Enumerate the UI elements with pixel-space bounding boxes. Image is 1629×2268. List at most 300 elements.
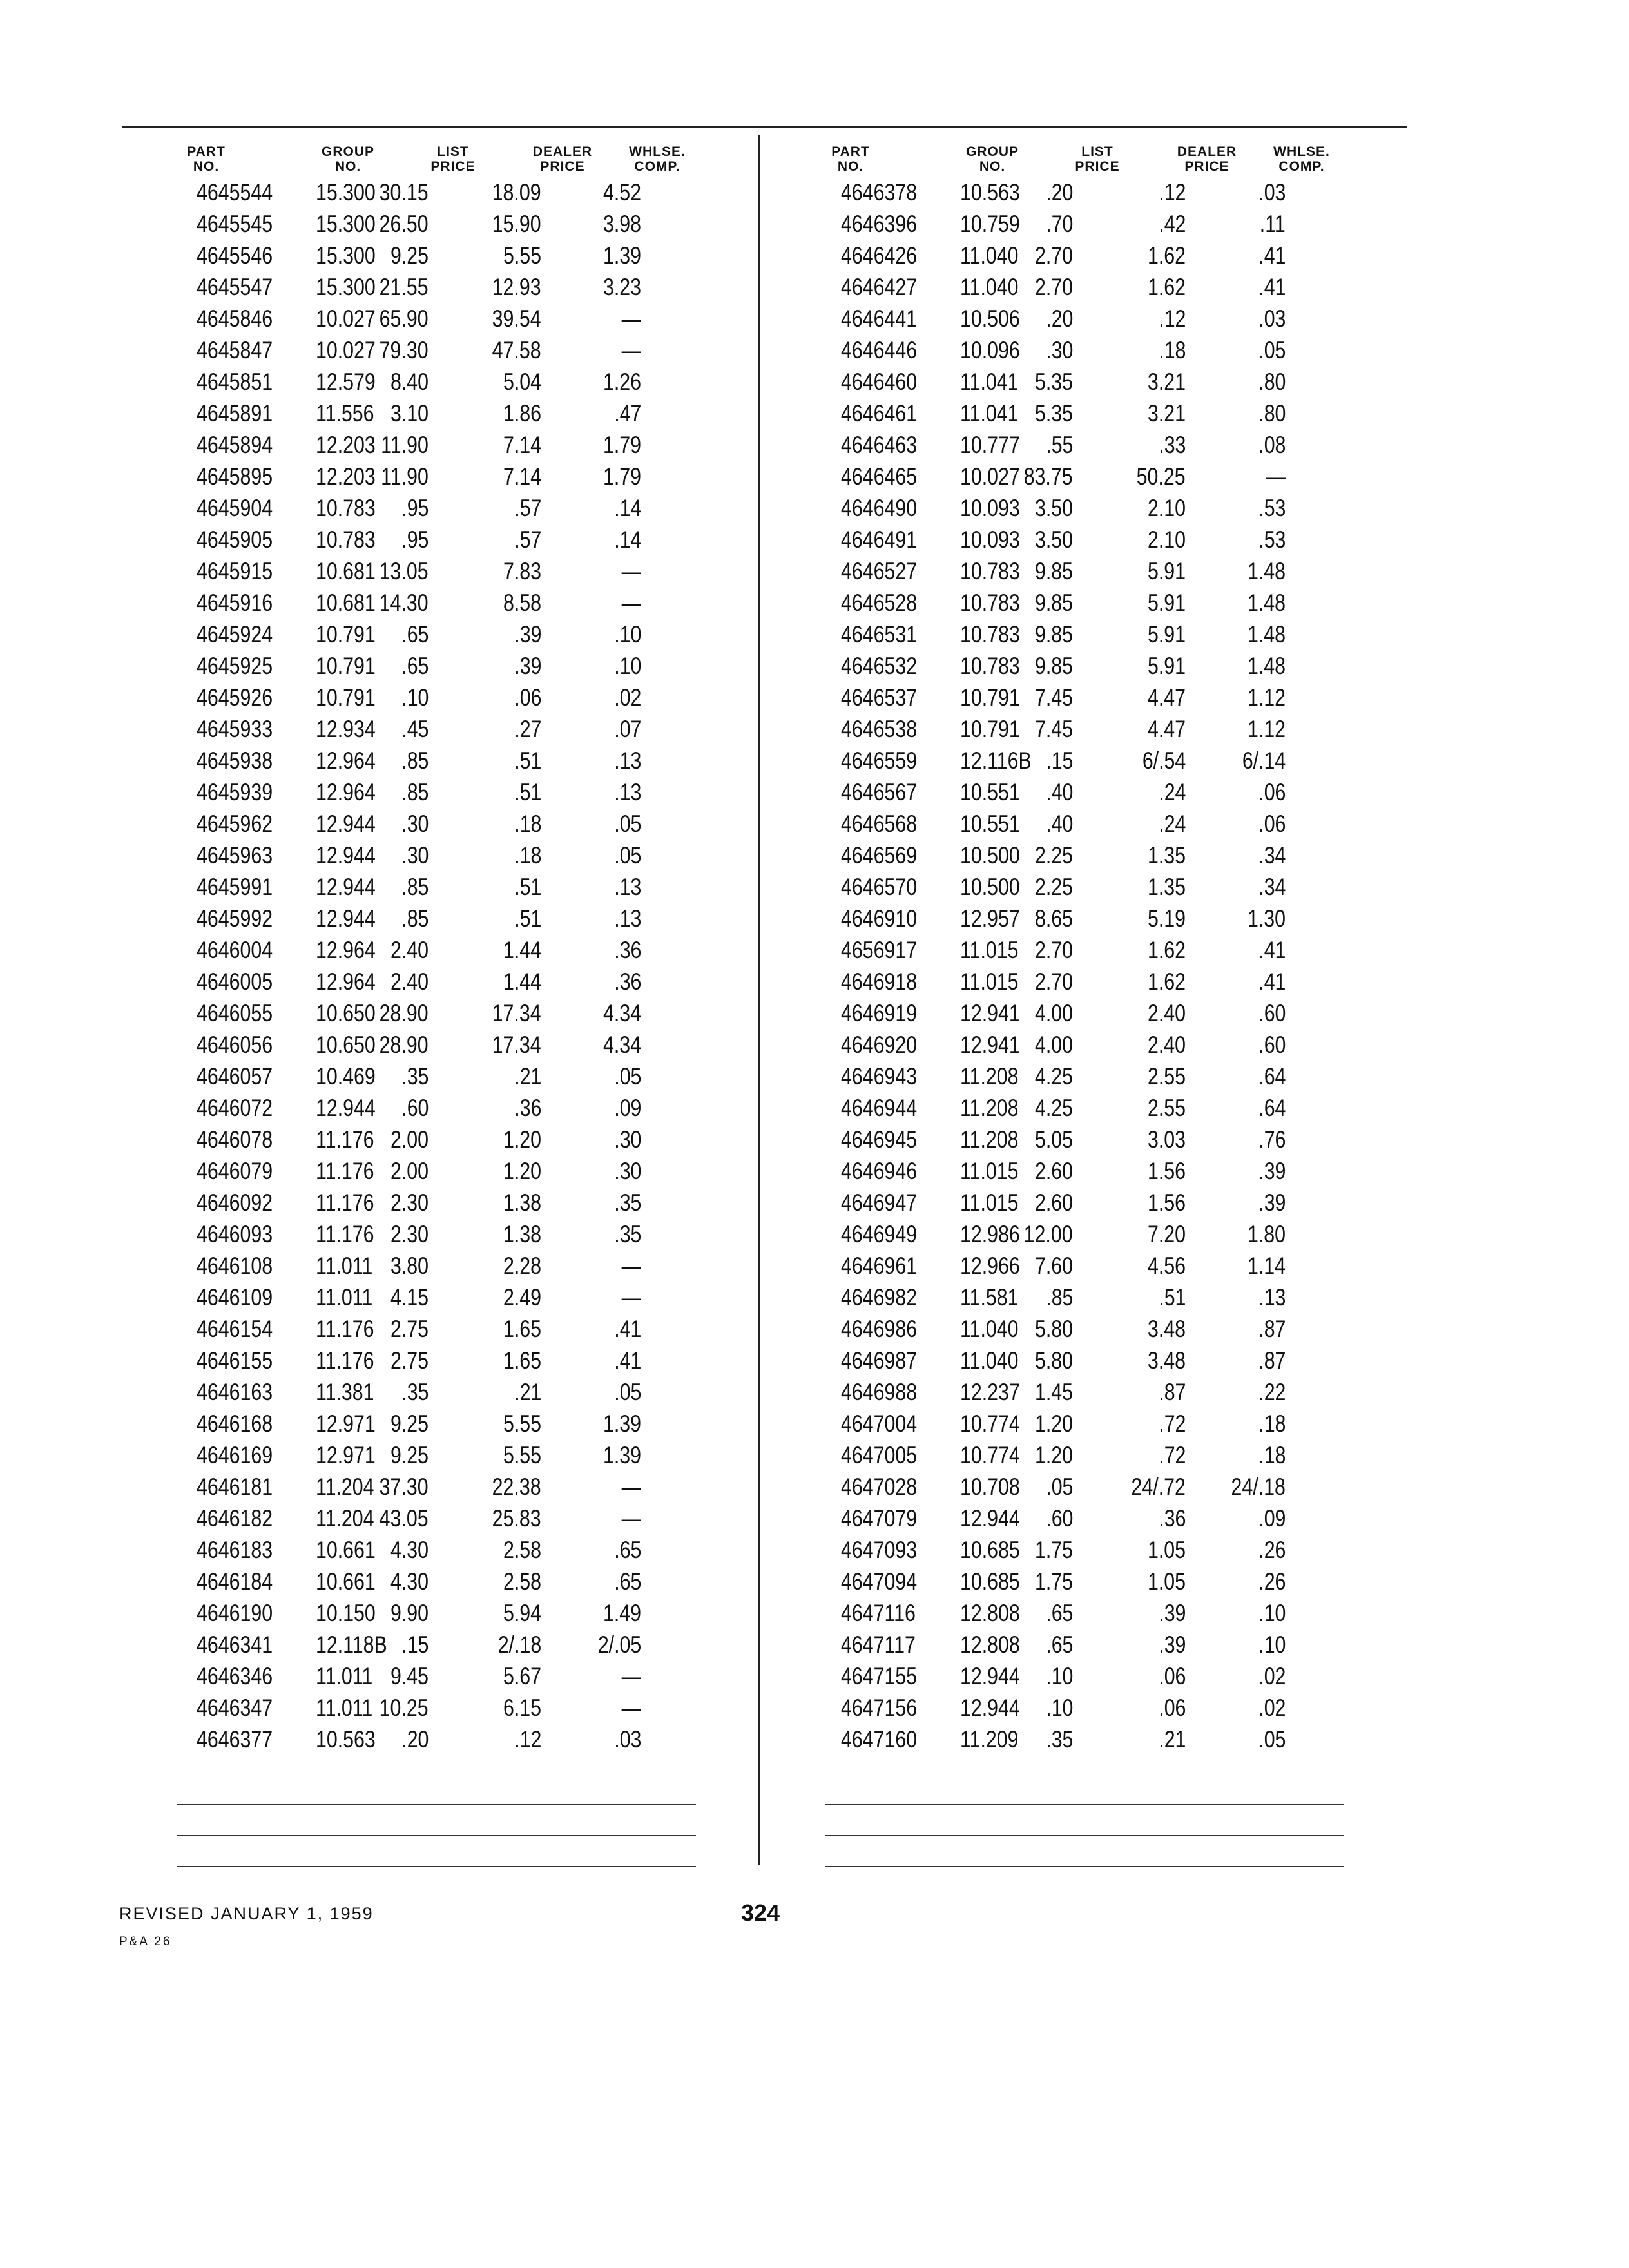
- group-number: 12.971: [316, 1410, 376, 1437]
- group-number: 12.944: [316, 1095, 376, 1121]
- table-row: [825, 177, 1379, 208]
- group-number: 10.563: [316, 1726, 376, 1753]
- group-number: 12.579: [316, 369, 376, 395]
- dealer-price: 1.62: [1147, 242, 1186, 269]
- part-number: 4646491: [841, 526, 918, 553]
- dealer-price: 12.93: [492, 274, 541, 300]
- part-number: 4646055: [197, 1000, 273, 1026]
- list-price: .05: [1045, 1474, 1073, 1500]
- table-row: [180, 524, 735, 555]
- dealer-price: 3.03: [1147, 1126, 1186, 1153]
- group-number: 11.015: [960, 937, 1019, 963]
- table-row: [825, 1218, 1379, 1250]
- part-number: 4656917: [841, 937, 918, 963]
- group-number: 11.176: [316, 1158, 374, 1184]
- table-row: [180, 1439, 735, 1471]
- dealer-price: .21: [1158, 1726, 1186, 1753]
- dealer-price: 3.21: [1147, 369, 1186, 395]
- list-price: 9.25: [390, 242, 429, 269]
- form-code: P&A 26: [119, 1935, 172, 1948]
- table-row: [825, 429, 1379, 461]
- dealer-price: 1.38: [503, 1221, 541, 1247]
- table-row: [180, 871, 735, 903]
- group-number: 10.093: [960, 526, 1020, 553]
- header-dealer-price: DEALER PRICE: [532, 144, 593, 174]
- group-number: 10.791: [316, 653, 376, 679]
- group-number: 11.011: [316, 1284, 373, 1311]
- group-number: 10.500: [960, 874, 1020, 900]
- table-row: [180, 1155, 735, 1187]
- table-row: [180, 1187, 735, 1218]
- whlse-comp: 1.39: [602, 1442, 641, 1468]
- table-row: [825, 1660, 1379, 1692]
- table-row: [825, 1250, 1379, 1282]
- part-number: 4645991: [197, 874, 273, 900]
- table-row: [825, 1187, 1379, 1218]
- part-number: 4646570: [841, 874, 918, 900]
- dealer-price: 5.91: [1147, 558, 1186, 584]
- list-price: .60: [1045, 1505, 1073, 1532]
- whlse-comp: 2/.05: [597, 1631, 641, 1658]
- group-number: 10.500: [960, 842, 1020, 869]
- table-row: [180, 1029, 735, 1061]
- table-row: [180, 682, 735, 713]
- group-number: 11.041: [960, 400, 1019, 427]
- table-row: [825, 1376, 1379, 1408]
- list-price: 2.75: [390, 1347, 429, 1374]
- group-number: 10.661: [316, 1537, 376, 1563]
- table-row: [825, 682, 1379, 713]
- part-number: 4645963: [197, 842, 273, 869]
- dealer-price: .57: [514, 526, 541, 553]
- part-number: 4646460: [841, 369, 918, 395]
- table-row: [180, 1566, 735, 1597]
- table-row: [825, 1439, 1379, 1471]
- group-number: 10.685: [960, 1568, 1020, 1595]
- group-number: 10.093: [960, 495, 1020, 521]
- list-price: 28.90: [380, 1000, 429, 1026]
- group-number: 12.966: [960, 1253, 1020, 1279]
- blank-line: [825, 1866, 1344, 1867]
- whlse-comp: 4.34: [602, 1032, 641, 1058]
- header-part-no: PART NO.: [831, 144, 870, 174]
- table-row: [825, 745, 1379, 776]
- list-price: 2.00: [390, 1126, 429, 1153]
- list-price: 9.85: [1034, 621, 1073, 648]
- group-number: 11.176: [316, 1189, 374, 1216]
- group-number: 10.708: [960, 1474, 1020, 1500]
- table-row: [180, 1503, 735, 1534]
- part-number: 4646072: [197, 1095, 273, 1121]
- dealer-price: 5.04: [503, 369, 541, 395]
- table-row: [180, 1124, 735, 1155]
- dealer-price: 1.20: [503, 1126, 541, 1153]
- table-row: [825, 1534, 1379, 1566]
- list-price: 9.45: [390, 1663, 429, 1689]
- group-number: 11.040: [960, 1316, 1019, 1342]
- table-row: [825, 334, 1379, 366]
- list-price: 26.50: [380, 211, 429, 237]
- list-price: 1.20: [1034, 1410, 1073, 1437]
- dealer-price: .51: [514, 905, 541, 932]
- part-number: 4646346: [197, 1663, 273, 1689]
- whlse-comp: —: [621, 337, 641, 363]
- list-price: .20: [1045, 305, 1073, 332]
- list-price: 13.05: [380, 558, 429, 584]
- table-row: [180, 997, 735, 1029]
- dealer-price: 5.91: [1147, 621, 1186, 648]
- part-number: 4646004: [197, 937, 273, 963]
- part-number: 4646092: [197, 1189, 273, 1216]
- whlse-comp: 1.48: [1247, 621, 1286, 648]
- part-number: 4646537: [841, 684, 918, 711]
- part-number: 4646163: [197, 1379, 273, 1405]
- dealer-price: .72: [1158, 1410, 1186, 1437]
- group-number: 11.011: [316, 1663, 373, 1689]
- group-number: 11.209: [960, 1726, 1019, 1753]
- dealer-price: .24: [1158, 811, 1186, 837]
- part-number: 4647117: [841, 1631, 916, 1658]
- list-price: .30: [401, 842, 429, 869]
- whlse-comp: —: [621, 1505, 641, 1532]
- whlse-comp: 1.12: [1247, 684, 1286, 711]
- whlse-comp: .14: [613, 526, 641, 553]
- dealer-price: .51: [514, 747, 541, 774]
- dealer-price: .39: [1158, 1631, 1186, 1658]
- list-price: 83.75: [1024, 463, 1073, 490]
- part-number: 4645846: [197, 305, 273, 332]
- group-number: 12.986: [960, 1221, 1020, 1247]
- dealer-price: .12: [1158, 179, 1186, 206]
- blank-line: [177, 1835, 696, 1836]
- top-rule: [122, 126, 1407, 128]
- whlse-comp: .18: [1258, 1442, 1286, 1468]
- list-price: 2.60: [1034, 1158, 1073, 1184]
- dealer-price: 6/.54: [1142, 747, 1186, 774]
- list-price: 4.25: [1034, 1095, 1073, 1121]
- table-row: [825, 1061, 1379, 1092]
- table-row: [180, 619, 735, 650]
- group-number: 10.791: [316, 684, 376, 711]
- dealer-price: 5.55: [503, 242, 541, 269]
- list-price: 3.80: [390, 1253, 429, 1279]
- part-number: 4646532: [841, 653, 918, 679]
- part-number: 4646181: [197, 1474, 273, 1500]
- list-price: .70: [1045, 211, 1073, 237]
- part-number: 4646056: [197, 1032, 273, 1058]
- table-row: [825, 366, 1379, 398]
- table-row: [825, 1692, 1379, 1724]
- group-number: 10.661: [316, 1568, 376, 1595]
- group-number: 11.204: [316, 1505, 374, 1532]
- group-number: 10.650: [316, 1000, 376, 1026]
- table-row: [825, 1503, 1379, 1534]
- dealer-price: .21: [514, 1063, 541, 1090]
- dealer-price: 24/.72: [1131, 1474, 1186, 1500]
- list-price: 7.45: [1034, 716, 1073, 742]
- part-number: 4647005: [841, 1442, 918, 1468]
- part-number: 4645891: [197, 400, 273, 427]
- table-row: [825, 650, 1379, 682]
- whlse-comp: 24/.18: [1231, 1474, 1286, 1500]
- list-price: 3.10: [390, 400, 429, 427]
- dealer-price: 1.62: [1147, 968, 1186, 995]
- dealer-price: 8.58: [503, 590, 541, 616]
- dealer-price: 5.91: [1147, 590, 1186, 616]
- whlse-comp: .60: [1258, 1032, 1286, 1058]
- group-number: 11.208: [960, 1063, 1019, 1090]
- dealer-price: .42: [1158, 211, 1186, 237]
- dealer-price: 6.15: [503, 1695, 541, 1721]
- table-row: [825, 524, 1379, 555]
- dealer-price: 1.35: [1147, 842, 1186, 869]
- whlse-comp: —: [1266, 463, 1286, 490]
- part-number: 4647156: [841, 1695, 918, 1721]
- whlse-comp: .13: [1258, 1284, 1286, 1311]
- list-price: 2.75: [390, 1316, 429, 1342]
- dealer-price: .12: [1158, 305, 1186, 332]
- dealer-price: 7.20: [1147, 1221, 1186, 1247]
- group-number: 12.941: [960, 1032, 1020, 1058]
- whlse-comp: .05: [613, 1379, 641, 1405]
- whlse-comp: .35: [613, 1221, 641, 1247]
- whlse-comp: .13: [613, 747, 641, 774]
- dealer-price: 17.34: [492, 1032, 541, 1058]
- whlse-comp: .10: [1258, 1600, 1286, 1626]
- dealer-price: .51: [514, 779, 541, 805]
- part-number: 4647094: [841, 1568, 918, 1595]
- part-number: 4646945: [841, 1126, 918, 1153]
- dealer-price: .27: [514, 716, 541, 742]
- table-row: [180, 1092, 735, 1124]
- dealer-price: 1.35: [1147, 874, 1186, 900]
- dealer-price: 1.05: [1147, 1568, 1186, 1595]
- table-row: [180, 1345, 735, 1376]
- list-price: 7.60: [1034, 1253, 1073, 1279]
- group-number: 12.964: [316, 937, 376, 963]
- part-number: 4645992: [197, 905, 273, 932]
- part-number: 4646109: [197, 1284, 273, 1311]
- page-number: 324: [741, 1899, 780, 1926]
- table-row: [180, 398, 735, 429]
- list-price: 7.45: [1034, 684, 1073, 711]
- group-number: 11.176: [316, 1316, 374, 1342]
- list-price: 1.75: [1034, 1568, 1073, 1595]
- part-number: 4646446: [841, 337, 918, 363]
- whlse-comp: .10: [613, 621, 641, 648]
- table-row: [180, 208, 735, 240]
- group-number: 10.774: [960, 1442, 1020, 1468]
- whlse-comp: .76: [1258, 1126, 1286, 1153]
- list-price: .65: [401, 653, 429, 679]
- table-row: [180, 1282, 735, 1313]
- whlse-comp: .80: [1258, 369, 1286, 395]
- whlse-comp: .05: [1258, 1726, 1286, 1753]
- list-price: .65: [1045, 1600, 1073, 1626]
- list-price: .65: [1045, 1631, 1073, 1658]
- whlse-comp: —: [621, 1253, 641, 1279]
- group-number: 12.944: [316, 905, 376, 932]
- dealer-price: .39: [1158, 1600, 1186, 1626]
- part-number: 4646190: [197, 1600, 273, 1626]
- whlse-comp: .03: [613, 1726, 641, 1753]
- group-number: 12.203: [316, 432, 376, 458]
- list-price: 8.65: [1034, 905, 1073, 932]
- list-price: 10.25: [380, 1695, 429, 1721]
- part-number: 4646918: [841, 968, 918, 995]
- dealer-price: .39: [514, 653, 541, 679]
- dealer-price: 1.86: [503, 400, 541, 427]
- list-price: .15: [1045, 747, 1073, 774]
- dealer-price: 5.55: [503, 1442, 541, 1468]
- table-row: [825, 776, 1379, 808]
- whlse-comp: .41: [1258, 242, 1286, 269]
- whlse-comp: 3.23: [602, 274, 641, 300]
- center-divider: [758, 135, 760, 1865]
- list-price: .20: [1045, 179, 1073, 206]
- list-price: .85: [401, 779, 429, 805]
- whlse-comp: .41: [1258, 937, 1286, 963]
- list-price: 43.05: [380, 1505, 429, 1532]
- list-price: .95: [401, 495, 429, 521]
- header-list-price: LIST PRICE: [1075, 144, 1120, 174]
- part-number: 4646341: [197, 1631, 273, 1658]
- part-number: 4646108: [197, 1253, 273, 1279]
- dealer-price: .21: [514, 1379, 541, 1405]
- part-number: 4646946: [841, 1158, 918, 1184]
- table-row: [180, 1250, 735, 1282]
- table-row: [825, 208, 1379, 240]
- list-price: 2.70: [1034, 968, 1073, 995]
- list-price: 9.85: [1034, 653, 1073, 679]
- group-number: 12.118B: [316, 1631, 387, 1658]
- list-price: 2.25: [1034, 874, 1073, 900]
- list-price: 4.25: [1034, 1063, 1073, 1090]
- list-price: .85: [401, 905, 429, 932]
- group-number: 11.176: [316, 1126, 374, 1153]
- list-price: 12.00: [1024, 1221, 1073, 1247]
- part-number: 4646005: [197, 968, 273, 995]
- whlse-comp: .10: [613, 653, 641, 679]
- whlse-comp: .60: [1258, 1000, 1286, 1026]
- dealer-price: 2.28: [503, 1253, 541, 1279]
- group-number: 10.783: [960, 621, 1020, 648]
- list-price: .85: [401, 747, 429, 774]
- list-price: 11.90: [381, 432, 429, 458]
- dealer-price: .33: [1158, 432, 1186, 458]
- part-number: 4646465: [841, 463, 918, 490]
- dealer-price: 25.83: [492, 1505, 541, 1532]
- list-price: .40: [1045, 779, 1073, 805]
- list-price: 4.30: [390, 1568, 429, 1595]
- table-row: [825, 840, 1379, 871]
- part-number: 4645894: [197, 432, 273, 458]
- group-number: 12.237: [960, 1379, 1020, 1405]
- list-price: 21.55: [380, 274, 429, 300]
- part-number: 4646987: [841, 1347, 918, 1374]
- dealer-price: .06: [514, 684, 541, 711]
- group-number: 11.381: [316, 1379, 374, 1405]
- part-number: 4646093: [197, 1221, 273, 1247]
- list-price: 2.25: [1034, 842, 1073, 869]
- left-rows: [180, 177, 735, 1755]
- dealer-price: .06: [1158, 1695, 1186, 1721]
- list-price: 9.85: [1034, 558, 1073, 584]
- whlse-comp: .87: [1258, 1316, 1286, 1342]
- group-number: 10.681: [316, 558, 376, 584]
- part-number: 4646919: [841, 1000, 918, 1026]
- whlse-comp: 1.39: [602, 242, 641, 269]
- table-row: [180, 808, 735, 840]
- part-number: 4645916: [197, 590, 273, 616]
- right-column: [825, 137, 1379, 1755]
- part-number: 4647116: [841, 1600, 916, 1626]
- dealer-price: 2.40: [1147, 1000, 1186, 1026]
- part-number: 4646943: [841, 1063, 918, 1090]
- table-row: [825, 461, 1379, 492]
- list-price: 4.00: [1034, 1000, 1073, 1026]
- whlse-comp: .35: [613, 1189, 641, 1216]
- list-price: .65: [401, 621, 429, 648]
- whlse-comp: .03: [1258, 179, 1286, 206]
- part-number: 4645544: [197, 179, 273, 206]
- part-number: 4646947: [841, 1189, 918, 1216]
- dealer-price: 2.49: [503, 1284, 541, 1311]
- table-row: [825, 997, 1379, 1029]
- group-number: 11.176: [316, 1347, 374, 1374]
- blank-line: [825, 1835, 1344, 1836]
- list-price: .45: [401, 716, 429, 742]
- group-number: 10.791: [316, 621, 376, 648]
- dealer-price: 5.94: [503, 1600, 541, 1626]
- list-price: .40: [1045, 811, 1073, 837]
- table-row: [180, 745, 735, 776]
- right-column-header: [825, 137, 1379, 177]
- dealer-price: 15.90: [492, 211, 541, 237]
- left-column-header: [180, 137, 735, 177]
- part-number: 4646396: [841, 211, 918, 237]
- whlse-comp: .34: [1258, 842, 1286, 869]
- group-number: 10.563: [960, 179, 1020, 206]
- whlse-comp: .07: [613, 716, 641, 742]
- table-row: [180, 934, 735, 966]
- table-row: [180, 776, 735, 808]
- part-number: 4646441: [841, 305, 918, 332]
- dealer-price: 1.56: [1147, 1158, 1186, 1184]
- list-price: .35: [401, 1063, 429, 1090]
- dealer-price: 1.62: [1147, 937, 1186, 963]
- whlse-comp: —: [621, 1695, 641, 1721]
- part-number: 4645933: [197, 716, 273, 742]
- whlse-comp: —: [621, 1284, 641, 1311]
- list-price: 1.20: [1034, 1442, 1073, 1468]
- dealer-price: 17.34: [492, 1000, 541, 1026]
- group-number: 10.551: [960, 779, 1020, 805]
- blank-line: [825, 1804, 1344, 1805]
- whlse-comp: 1.14: [1247, 1253, 1286, 1279]
- list-price: 2.30: [390, 1221, 429, 1247]
- group-number: 12.203: [316, 463, 376, 490]
- whlse-comp: —: [621, 1663, 641, 1689]
- group-number: 10.774: [960, 1410, 1020, 1437]
- group-number: 10.783: [960, 590, 1020, 616]
- list-price: 1.45: [1034, 1379, 1073, 1405]
- group-number: 10.469: [316, 1063, 376, 1090]
- list-price: 5.05: [1034, 1126, 1073, 1153]
- table-row: [825, 1155, 1379, 1187]
- dealer-price: .87: [1158, 1379, 1186, 1405]
- whlse-comp: .02: [1258, 1695, 1286, 1721]
